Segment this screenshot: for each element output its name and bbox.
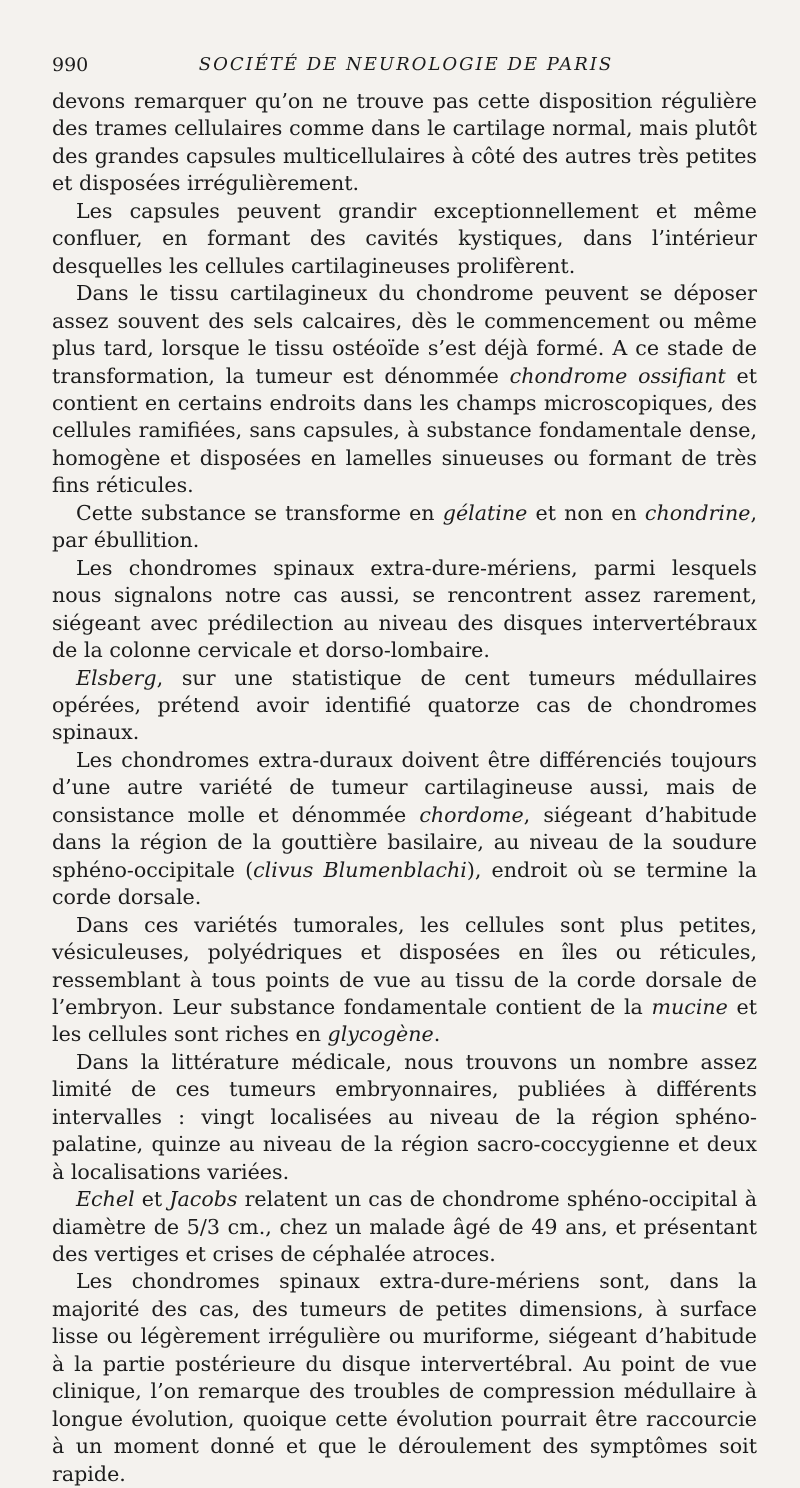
text-run: ), endroit où se termine la corde dorsale. (52, 857, 757, 910)
text-run: Dans le tissu cartilagineux du chondrome peuvent se déposer assez souvent des sels calcaires, dès le commencement ou même plus tard, lorsque le tissu ostéoïde s’est déjà formé. A ce stade de transformation, la tumeur est dénommée (52, 281, 757, 388)
text-run: et contient en certains endroits dans les champs microscopiques, des cellules ramifiées, sans capsules, à substance fondamentale dense, homogène et disposées en lamelles sinueuses ou formant de très fins réticules. (52, 363, 758, 498)
paragraph (52, 280, 757, 500)
paragraph (52, 198, 757, 280)
text-run: Les chondromes extra-duraux doivent être différenciés toujours d’une autre variété de tumeur cartilagineuse aussi, mais de consistance molle et dénommée (52, 747, 757, 827)
italic-term: glycogène (327, 1022, 434, 1047)
paragraph (52, 912, 757, 1049)
paragraph (52, 1049, 757, 1186)
text-run: et non en (527, 500, 645, 525)
text-run: Les chondromes spinaux extra-dure-mériens sont, dans la majorité des cas, des tumeurs de petites dimensions, à surface lisse ou légèrement irrégulière ou muriforme, siégeant d’habitude à la partie postérieure du disque intervertébral. Au point de vue clinique, l’on remarque des troubles de compression médullaire à longue évolution, quoique cette évolution pourrait être raccourcie à un moment donné et que le déroulement des symptômes soit rapide. (52, 1269, 757, 1486)
text-run: Dans ces variétés tumorales, les cellules sont plus petites, vésiculeuses, polyédriques et disposées en îles ou réticules, ressemblant à tous points de vue au tissu de la corde dorsale de l’embryon. Leur substance fondamentale contient de la (52, 912, 757, 1019)
text-run: et les cellules sont riches en (52, 994, 757, 1047)
paragraph (52, 555, 757, 665)
paragraph (52, 500, 757, 555)
text-run: Les chondromes spinaux extra-dure-mériens, parmi lesquels nous signalons notre cas aussi, se rencontrent assez rarement, siégeant avec prédilection au niveau des disques intervertébraux de la colonne cervicale et dorso-lombaire. (52, 555, 757, 663)
italic-term: chondrome ossifiant (509, 363, 726, 388)
paragraph (52, 665, 757, 747)
text-run: Cette substance se transforme en (76, 500, 443, 525)
italic-term: gélatine (442, 500, 528, 525)
text-run: devons remarquer qu’on ne trouve pas cette disposition régulière des trames cellulaires comme dans le cartilage normal, mais plutôt des grandes capsules multicellulaires à côté des autres très petites et disposées irrégulièrement. (52, 89, 757, 196)
text-run: , par ébullition. (52, 500, 757, 553)
text-run: , sur une statistique de cent tumeurs médullaires opérées, prétend avoir identifié quatorze cas de chondromes spinaux. (52, 665, 757, 745)
running-title: SOCIÉTÉ DE NEUROLOGIE DE PARIS (198, 54, 614, 75)
author-name: Elsberg (76, 665, 157, 690)
italic-term: chondrine (644, 500, 751, 525)
author-name: Echel (76, 1187, 135, 1212)
text-run: , siégeant d’habitude dans la région de la gouttière basilaire, au niveau de la soudure sphéno-occipitale ( (52, 802, 757, 882)
text-run: et (134, 1187, 170, 1212)
text-run: Dans la littérature médicale, nous trouvons un nombre assez limité de ces tumeurs embryonnaires, publiées à différents intervalles : vingt localisées au niveau de la région sphéno-palatine, quinze au niveau de la région sacro-coccygienne et deux à localisations variées. (52, 1049, 757, 1184)
italic-term: chordome (419, 802, 524, 827)
paragraph (52, 1268, 757, 1488)
paragraph (52, 747, 757, 912)
italic-term: clivus Blumenblachi (253, 857, 467, 882)
page-number: 990 (52, 54, 89, 76)
text-run: . (433, 1022, 441, 1047)
text-run: relatent un cas de chondrome sphéno-occipital à diamètre de 5/3 cm., chez un malade âgé de 49 ans, et présentant des vertiges et crises de céphalée atroces. (52, 1187, 757, 1267)
text-run: Les capsules peuvent grandir exceptionnellement et même confluer, en formant des cavités kystiques, dans l’intérieur desquelles les cellules cartilagineuses prolifèrent. (52, 198, 757, 278)
paragraph (52, 1186, 757, 1268)
paragraph (52, 88, 757, 198)
page-header (52, 54, 760, 80)
body-text (52, 88, 757, 1488)
author-name: Jacobs (169, 1187, 238, 1212)
italic-term: mucine (651, 994, 728, 1019)
